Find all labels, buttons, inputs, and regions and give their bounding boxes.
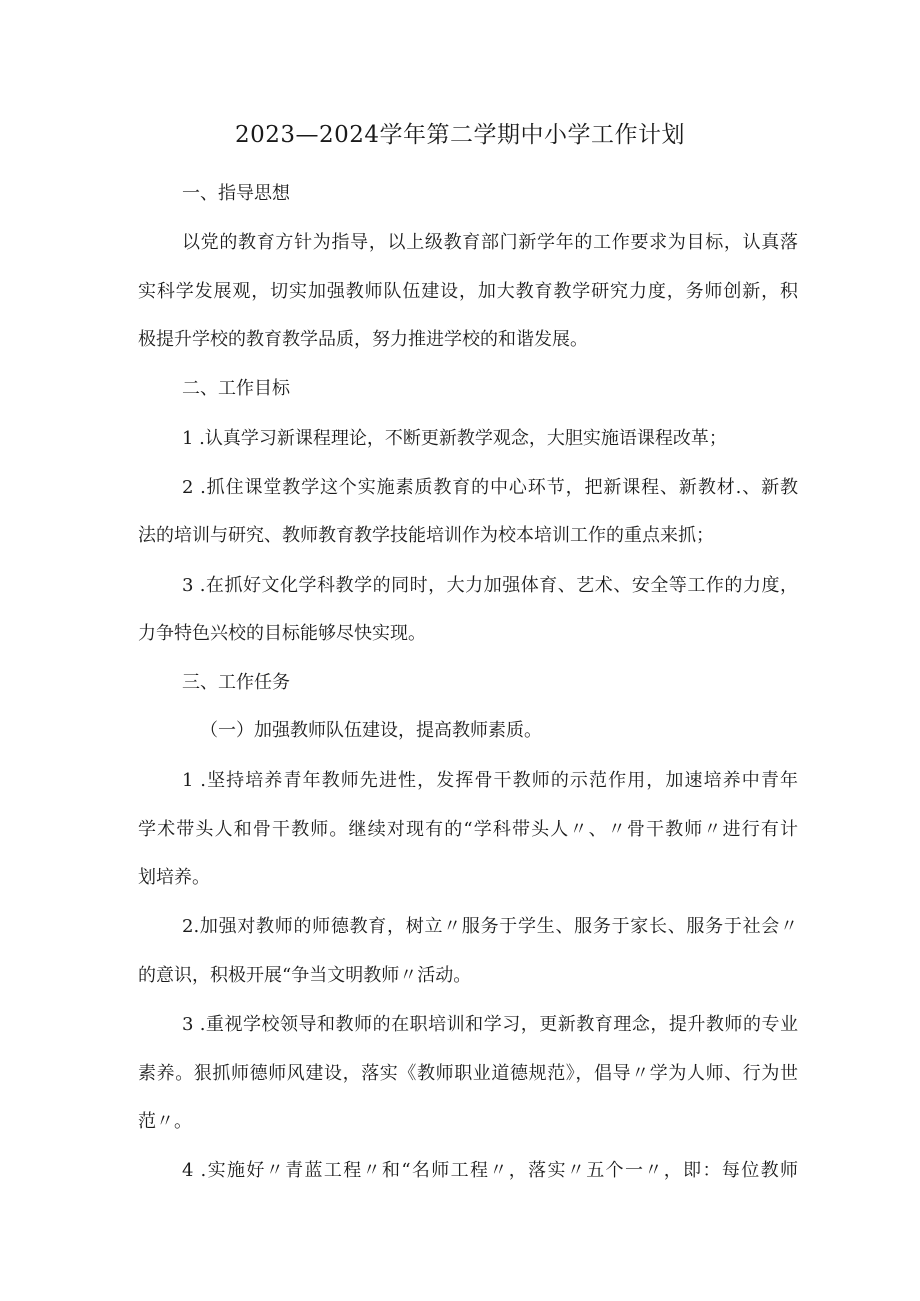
list-item-line: 3 .重视学校领导和教师的在职培训和学习，更新教育理念，提升教师的专业: [182, 1014, 798, 1035]
list-item-line: 2.加强对教师的师德教育，树立〃服务于学生、服务于家长、服务于社会〃: [182, 916, 798, 937]
list-item-line: 划培养。: [138, 867, 210, 888]
list-item-line: 力争特色兴校的目标能够尽快实现。: [138, 623, 426, 644]
section-heading-guiding-ideology: 一、指导思想: [182, 183, 290, 204]
subsection-heading: （一）加强教师队伍建设，提高教师素质。: [200, 720, 542, 741]
paragraph-line: 以党的教育方针为指导，以上级教育部门新学年的工作要求为目标，认真落: [182, 232, 798, 253]
list-item-line: 2 .抓住课堂教学这个实施素质教育的中心环节，把新课程、新教材.、新教: [182, 477, 798, 498]
list-item-line: 4 .实施好〃青蓝工程〃和“名师工程〃，落实〃五个一〃，即：每位教师: [182, 1160, 798, 1181]
paragraph-line: 实科学发展观，切实加强教师队伍建设，加大教育教学研究力度，务师创新，积: [138, 281, 798, 302]
list-item-line: 1 .坚持培养青年教师先进性，发挥骨干教师的示范作用，加速培养中青年: [182, 770, 798, 791]
section-heading-work-goals: 二、工作目标: [182, 378, 290, 399]
list-item-line: 范〃。: [138, 1111, 192, 1132]
document-title: 2023—2024学年第二学期中小学工作计划: [234, 122, 686, 148]
list-item-line: 1 .认真学习新课程理论，不断更新教学观念，大胆实施语课程改革；: [182, 428, 727, 449]
paragraph-line: 极提升学校的教育教学品质，努力推进学校的和谐发展。: [138, 329, 588, 350]
list-item-line: 的意识，积极开展“争当文明教师〃活动。: [138, 965, 472, 986]
list-item-line: 素养。狠抓师德师风建设，落实《教师职业道德规范》，倡导〃学为人师、行为世: [138, 1063, 798, 1084]
list-item-line: 3 .在抓好文化学科教学的同时，大力加强体育、艺术、安全等工作的力度，: [182, 575, 798, 596]
section-heading-work-tasks: 三、工作任务: [182, 672, 290, 693]
list-item-line: 法的培训与研究、教师教育教学技能培训作为校本培训工作的重点来抓；: [138, 525, 714, 546]
list-item-line: 学术带头人和骨干教师。继续对现有的“学科带头人〃、〃骨干教师〃进行有计: [138, 819, 798, 840]
